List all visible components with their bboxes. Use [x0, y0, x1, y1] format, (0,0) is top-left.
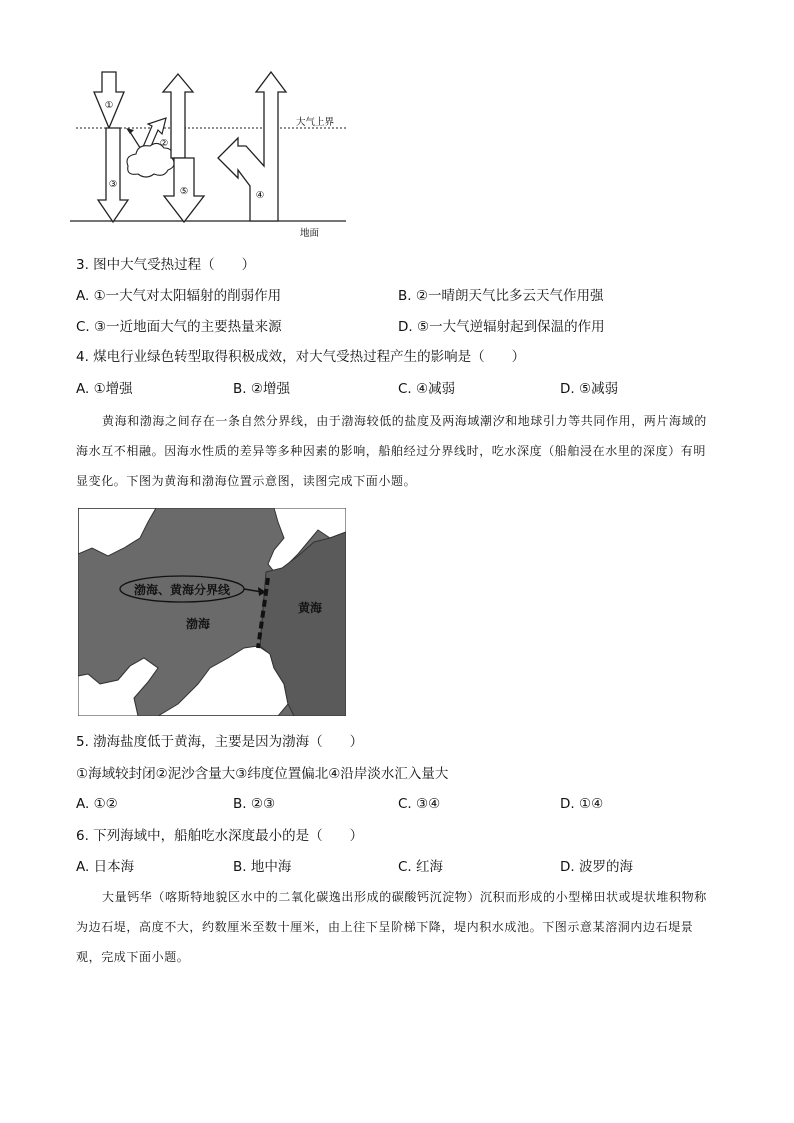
question-6-stem: 6. 下列海域中，船舶吃水深度最小的是（ ） [76, 828, 364, 844]
ground-label: 地面 [300, 228, 320, 239]
label-4: ④ [255, 190, 265, 201]
boundary-label: 渤海、黄海分界线 [133, 583, 231, 597]
question-5-option-d: D. ①④ [560, 796, 604, 812]
arrow-3 [98, 128, 128, 222]
label-3: ③ [108, 179, 118, 190]
question-6-option-c: C. 红海 [398, 859, 444, 875]
question-5-statements: ①海域较封闭②泥沙含量大③纬度位置偏北④沿岸淡水汇入量大 [76, 766, 449, 782]
label-2: ② [159, 138, 169, 149]
question-4-option-d: D. ⑤减弱 [560, 381, 619, 397]
question-5-stem: 5. 渤海盐度低于黄海，主要是因为渤海（ ） [76, 734, 364, 750]
question-3-option-c: C. ③一近地面大气的主要热量来源 [76, 319, 282, 335]
question-6-option-d: D. 波罗的海 [560, 859, 633, 875]
arrow-4 [218, 72, 286, 221]
question-6-option-a: A. 日本海 [76, 859, 135, 875]
question-3-option-b: B. ②一晴朗天气比多云天气作用强 [398, 288, 604, 304]
question-3-option-a: A. ①一大气对太阳辐射的削弱作用 [76, 288, 282, 304]
atmosphere-heating-diagram [70, 66, 360, 242]
question-6-option-b: B. 地中海 [233, 859, 292, 875]
question-3-option-d: D. ⑤一大气逆辐射起到保温的作用 [398, 319, 605, 335]
bohai-huanghai-map [78, 508, 346, 716]
passage-paragraph: 大量钙华（喀斯特地貌区水中的二氧化碳逸出形成的碳酸钙沉淀物）沉积而形成的小型梯田状或堤状堆积物称为边石堤，高度不大，约数厘米至数十厘米，由上往下呈阶梯下降，堤内积水成池。下图示意某溶洞内边石堤景观，完成下面小题。 [76, 890, 707, 964]
question-5-option-a: A. ①② [76, 796, 118, 812]
passage-paragraph: 黄海和渤海之间存在一条自然分界线，由于渤海较低的盐度及两海域潮汐和地球引力等共同作用，两片海域的海水互不相融。因海水性质的差异等多种因素的影响，船舶经过分界线时，吃水深度（船舶浸在水里的深度）有明显变化。下图为黄海和渤海位置示意图，读图完成下面小题。 [76, 414, 707, 488]
label-5: ⑤ [179, 186, 189, 197]
question-5-option-c: C. ③④ [398, 796, 441, 812]
label-1: ① [104, 100, 114, 111]
bohai-label: 渤海 [185, 617, 211, 631]
question-4-option-c: C. ④减弱 [398, 381, 456, 397]
passage-travertine-dam [76, 882, 718, 972]
passage-bohai-huanghai [76, 406, 718, 496]
huanghai-label: 黄海 [297, 601, 323, 615]
top-of-atmosphere-label: 大气上界 [296, 117, 335, 128]
question-5-option-b: B. ②③ [233, 796, 276, 812]
question-3-stem: 3. 图中大气受热过程（ ） [76, 257, 256, 273]
question-4-option-a: A. ①增强 [76, 381, 133, 397]
question-4-option-b: B. ②增强 [233, 381, 290, 397]
question-4-stem: 4. 煤电行业绿色转型取得积极成效，对大气受热过程产生的影响是（ ） [76, 349, 526, 365]
